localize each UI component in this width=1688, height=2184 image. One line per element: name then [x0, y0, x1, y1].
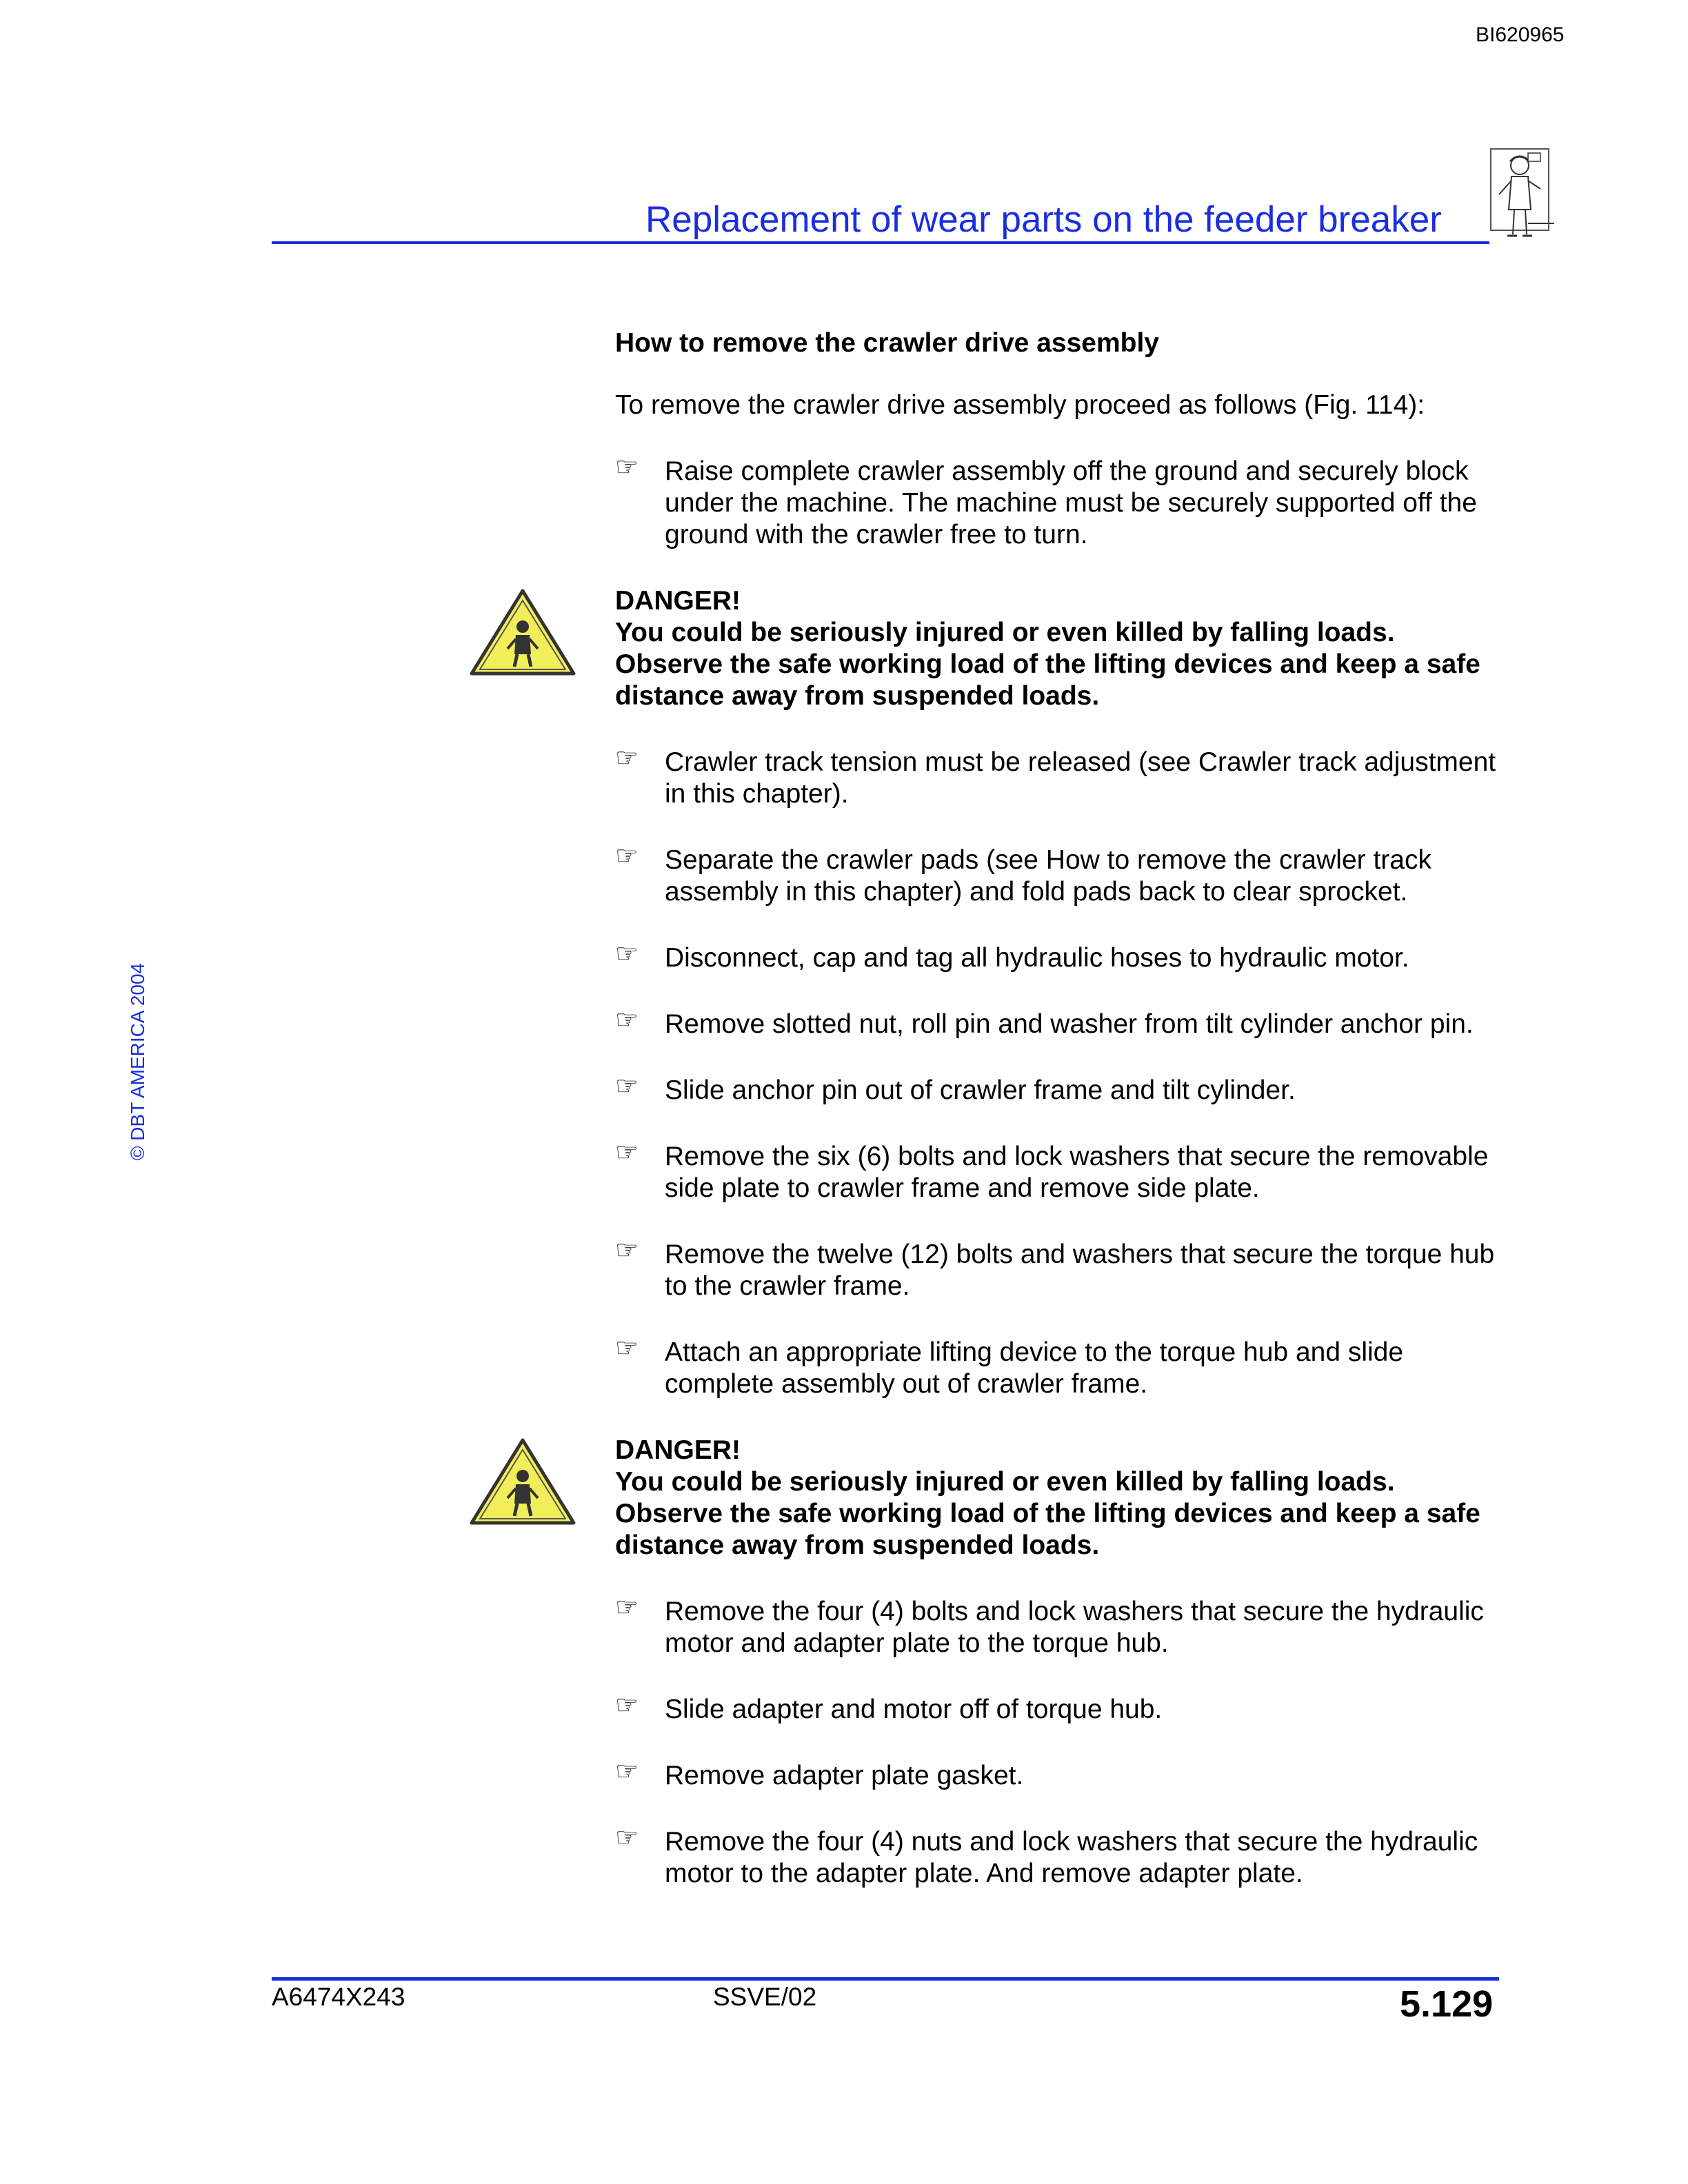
list-item — [615, 942, 1511, 974]
step-text: Remove the four (4) nuts and lock washers that secure the hydraulic motor to the adapter plate. And remove adapter plate. — [665, 1827, 1478, 1888]
intro-text: To remove the crawler drive assembly proceed as follows (Fig. 114): — [615, 390, 1425, 420]
danger-line: Observe the safe working load of the lifting devices and keep a safe distance away from suspended loads. — [615, 649, 1480, 711]
list-item — [615, 1236, 1511, 1302]
step-text: Raise complete crawler assembly off the ground and securely block under the machine. The machine must be securely supported off the ground with the crawler free to turn. — [665, 456, 1477, 549]
step-text: Slide anchor pin out of crawler frame and tilt cylinder. — [665, 1075, 1296, 1105]
pointing-hand-icon: ☞ — [615, 1072, 639, 1101]
pointing-hand-icon: ☞ — [615, 1757, 639, 1786]
header-rule — [272, 241, 1489, 244]
step-text: Remove adapter plate gasket. — [665, 1761, 1024, 1790]
step-text: Crawler track tension must be released (see Crawler track adjustment in this chapter). — [665, 747, 1496, 809]
list-item — [615, 1072, 1511, 1106]
step-text: Disconnect, cap and tag all hydraulic hoses to hydraulic motor. — [665, 943, 1409, 973]
page-title: Replacement of wear parts on the feeder breaker — [645, 199, 1442, 240]
warning-triangle-icon — [469, 1437, 576, 1527]
pointing-hand-icon: ☞ — [615, 1823, 639, 1852]
list-item — [615, 1823, 1511, 1890]
pointing-hand-icon: ☞ — [615, 1138, 639, 1167]
copyright-notice: © DBT AMERICA 2004 — [127, 962, 148, 1161]
document-id: BI620965 — [1476, 23, 1565, 46]
danger-title: DANGER! — [615, 1435, 741, 1465]
step-text: Remove the six (6) bolts and lock washers that secure the removable side plate to crawler frame and remove side plate. — [665, 1142, 1489, 1203]
step-text: Separate the crawler pads (see How to remove the crawler track assembly in this chapter) and fold pads back to clear sprocket. — [665, 845, 1431, 907]
danger-title: DANGER! — [615, 586, 741, 616]
danger-notice — [615, 1435, 1511, 1561]
step-text: Remove slotted nut, roll pin and washer from tilt cylinder anchor pin. — [665, 1009, 1474, 1039]
section-heading: How to remove the crawler drive assembly — [615, 328, 1159, 358]
step-text: Attach an appropriate lifting device to the torque hub and slide complete assembly out of crawler frame. — [665, 1337, 1404, 1399]
danger-notice — [615, 585, 1511, 712]
list-item — [615, 1138, 1511, 1204]
pointing-hand-icon: ☞ — [615, 842, 639, 871]
list-item — [615, 1334, 1511, 1400]
pointing-hand-icon: ☞ — [615, 1691, 639, 1720]
pointing-hand-icon: ☞ — [615, 1236, 639, 1265]
pointing-hand-icon: ☞ — [615, 1593, 639, 1622]
operator-icon — [1487, 146, 1556, 243]
list-item — [615, 1757, 1511, 1792]
list-item — [615, 453, 1511, 551]
pointing-hand-icon: ☞ — [615, 940, 639, 969]
main-content — [615, 327, 1511, 1890]
step-text: Remove the twelve (12) bolts and washers that secure the torque hub to the crawler frame. — [665, 1240, 1495, 1301]
step-text: Remove the four (4) bolts and lock washers that secure the hydraulic motor and adapter plate to the torque hub. — [665, 1597, 1484, 1658]
footer-rule — [272, 1977, 1499, 1981]
list-item — [615, 1691, 1511, 1726]
pointing-hand-icon: ☞ — [615, 744, 639, 773]
warning-triangle-icon — [469, 588, 576, 678]
step-text: Slide adapter and motor off of torque hub. — [665, 1695, 1163, 1724]
list-item — [615, 744, 1511, 810]
footer-document-number: A6474X243 — [272, 1983, 405, 2011]
list-item — [615, 842, 1511, 908]
danger-line: Observe the safe working load of the lifting devices and keep a safe distance away from suspended loads. — [615, 1499, 1480, 1560]
list-item — [615, 1593, 1511, 1659]
pointing-hand-icon: ☞ — [615, 453, 639, 482]
danger-line: You could be seriously injured or even killed by falling loads. — [615, 618, 1395, 647]
danger-line: You could be seriously injured or even killed by falling loads. — [615, 1467, 1395, 1497]
page-number: 5.129 — [1400, 1983, 1494, 2025]
pointing-hand-icon: ☞ — [615, 1334, 639, 1363]
footer-revision: SSVE/02 — [713, 1983, 817, 2011]
list-item — [615, 1006, 1511, 1040]
pointing-hand-icon: ☞ — [615, 1006, 639, 1035]
